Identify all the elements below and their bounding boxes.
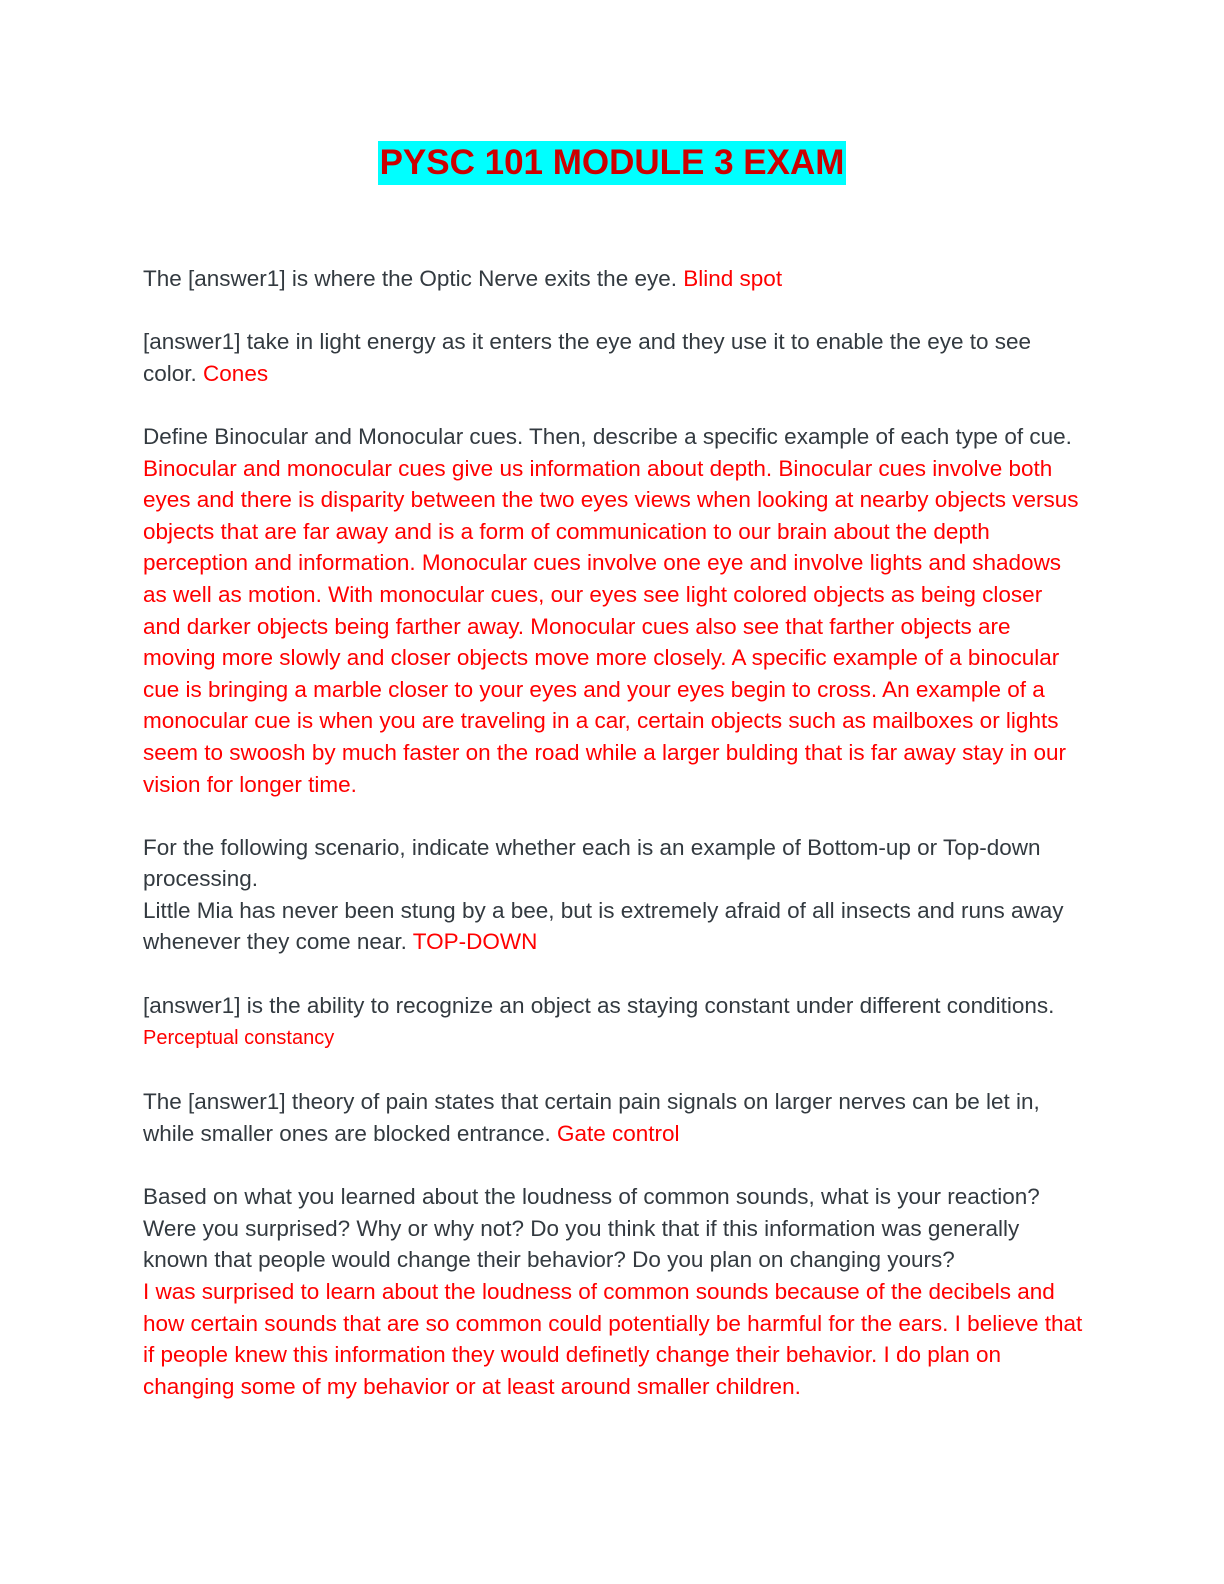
page-title: PYSC 101 MODULE 3 EXAM <box>378 141 847 185</box>
answer-text: Gate control <box>556 1121 680 1147</box>
question-text: The [answer1] theory of pain states that certain pain signals on larger nerves can be let in, while smaller ones are blocked entrance. <box>143 1089 1040 1147</box>
exam-content <box>143 263 1083 1434</box>
answer-text: Cones <box>203 360 269 386</box>
question-text: [answer1] is the ability to recognize an object as staying constant under different conditions. <box>143 992 1055 1018</box>
answer-text: Binocular and monocular cues give us information about depth. Binocular cues involve both eyes and there is disparity between the two eyes views when looking at nearby objects versus objects that are far away and is a form of communication to our brain about the depth perception and information. Monocular cues involve one eye and involve lights and shadows as well as motion. With monocular cues, our eyes see light colored objects as being closer and darker objects being farther away. Monocular cues also see that farther objects are moving more slowly and closer objects move more closely. A specific example of a binocular cue is bringing a marble closer to your eyes and your eyes begin to cross. An example of a monocular cue is when you are traveling in a car, certain objects such as mailboxes or lights seem to swoosh by much faster on the road while a larger bulding that is far away stay in our vision for longer time. <box>143 455 1079 797</box>
question-text: Define Binocular and Monocular cues. Then, describe a specific example of each type of cue. <box>143 423 1072 449</box>
answer-text: Perceptual constancy <box>143 1027 335 1050</box>
question-block-6 <box>143 1086 1083 1149</box>
answer-text: TOP-DOWN <box>412 929 538 955</box>
scenario-text: Little Mia has never been stung by a bee, but is extremely afraid of all insects and runs away whenever they come near. <box>143 897 1064 955</box>
question-block-5 <box>143 990 1083 1055</box>
answer-text: Blind spot <box>683 266 783 291</box>
question-text: For the following scenario, indicate whether each is an example of Bottom-up or Top-down processing. <box>143 834 1041 892</box>
title-container <box>0 141 1224 185</box>
question-block-1 <box>143 263 1083 295</box>
question-text: The [answer1] is where the Optic Nerve exits the eye. <box>143 266 677 291</box>
question-block-7 <box>143 1181 1083 1402</box>
question-block-4 <box>143 832 1083 958</box>
answer-text: I was surprised to learn about the loudness of common sounds because of the decibels and how certain sounds that are so common could potentially be harmful for the ears. I believe that if people knew this information they would definetly change their behavior. I do plan on changing some of my behavior or at least around smaller children. <box>143 1279 1083 1399</box>
question-text: [answer1] take in light energy as it enters the eye and they use it to enable the eye to see color. <box>143 329 1032 386</box>
question-block-2 <box>143 326 1083 389</box>
question-block-3 <box>143 421 1083 800</box>
question-text: Based on what you learned about the loudness of common sounds, what is your reaction? Were you surprised? Why or why not? Do you think that if this information was generally known that people would change their behavior? Do you plan on changing yours? <box>143 1184 1040 1273</box>
